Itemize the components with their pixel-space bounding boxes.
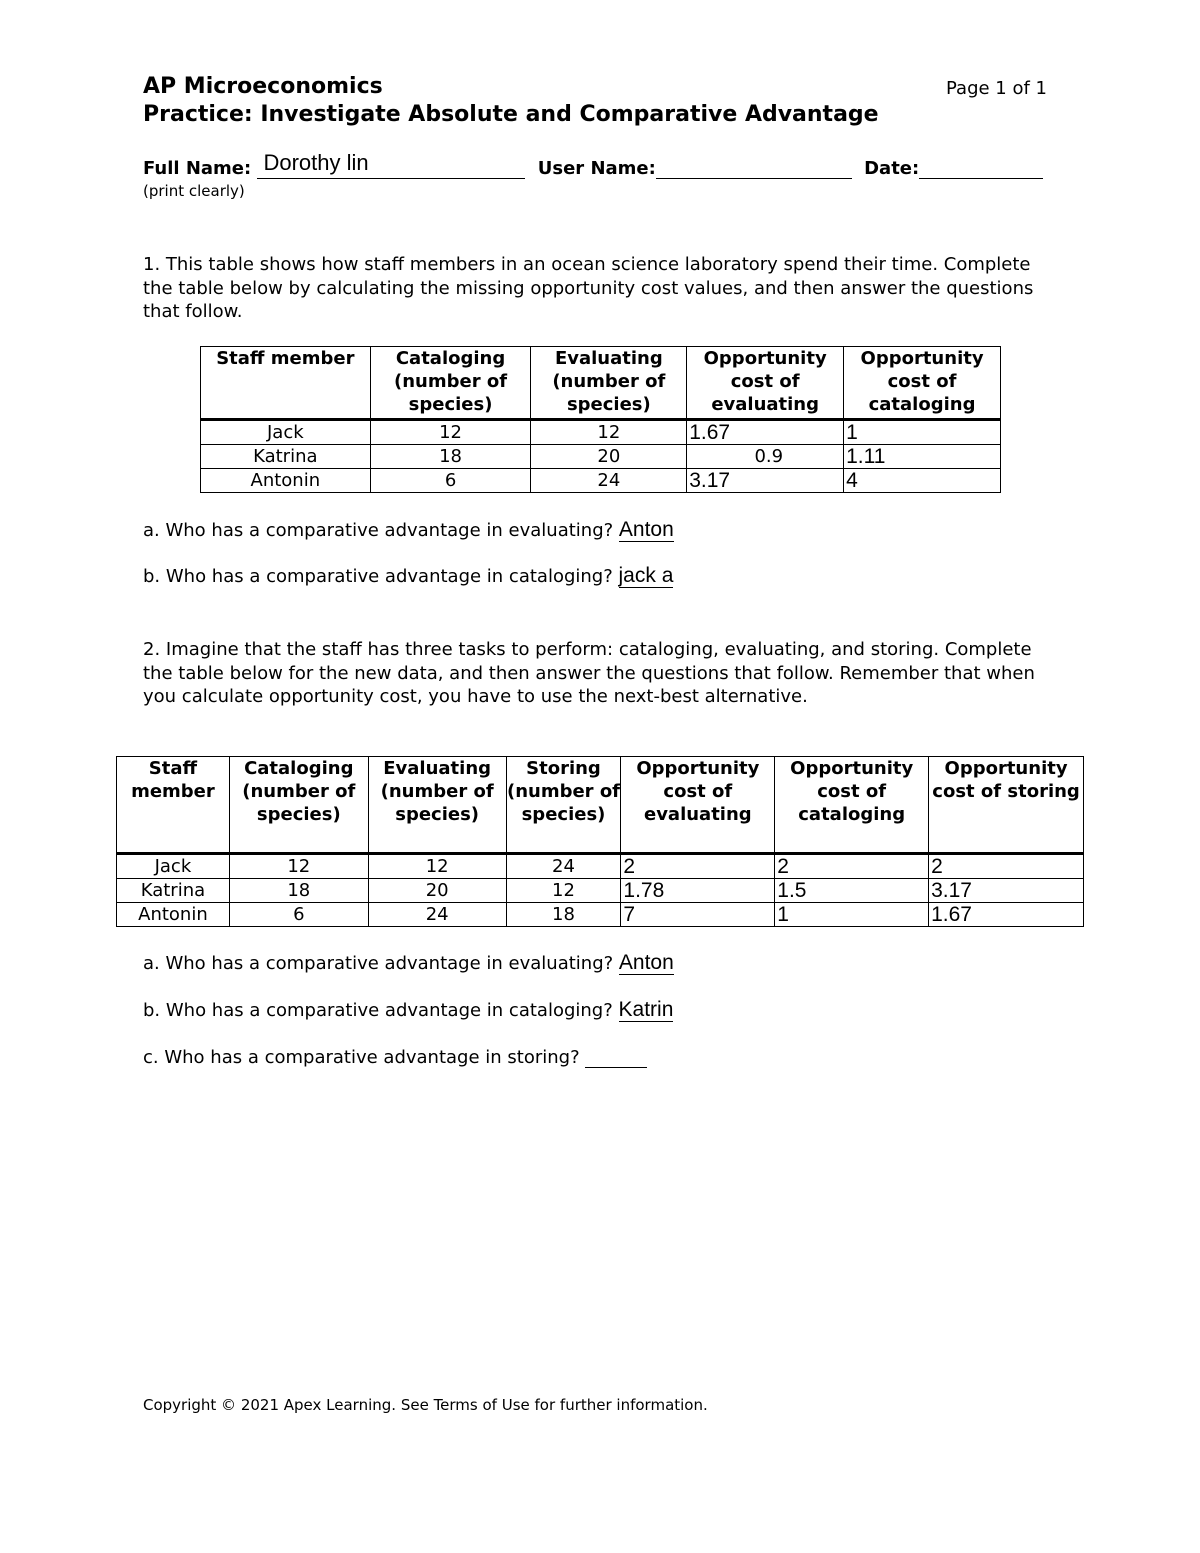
table2-cell: 20 [368, 879, 506, 903]
full-name-label: Full Name: [143, 158, 252, 179]
table-row [117, 879, 1084, 903]
table-row [201, 420, 1001, 445]
table-row [117, 903, 1084, 927]
table2-cell: 12 [506, 879, 621, 903]
table1-cell: Antonin [201, 469, 371, 493]
table1-cell: 18 [370, 445, 531, 469]
question-1b [143, 565, 673, 588]
question-2b-text: b. Who has a comparative advantage in cataloging? [143, 1000, 613, 1021]
question-1b-text: b. Who has a comparative advantage in cataloging? [143, 566, 613, 587]
table1-header-evaluating: Evaluating (number of species) [531, 347, 687, 420]
question-2c-text: c. Who has a comparative advantage in storing? [143, 1047, 580, 1068]
question-1b-answer[interactable]: jack a [618, 564, 674, 587]
table2-cell: 18 [506, 903, 621, 927]
table1-cell: 12 [531, 420, 687, 445]
table1-cell: 24 [531, 469, 687, 493]
table2-answer-cell[interactable]: 2 [621, 854, 775, 879]
table2-header-oc-storing: Opportunity cost of storing [929, 757, 1084, 854]
user-name-label: User Name: [537, 158, 656, 179]
table2-answer-cell[interactable]: 2 [929, 854, 1084, 879]
full-name-value: Dorothy lin [263, 150, 369, 175]
table1-header-oc-cataloging: Opportunity cost of cataloging [844, 347, 1001, 420]
table2-answer-cell[interactable]: 1.78 [621, 879, 775, 903]
table2-header-storing: Storing (number of species) [506, 757, 621, 854]
table1-header-cataloging: Cataloging (number of species) [370, 347, 531, 420]
worksheet-title: Practice: Investigate Absolute and Comparative Advantage [143, 102, 879, 127]
table1-cell: Jack [201, 420, 371, 445]
table1-cell: 20 [531, 445, 687, 469]
question-1a-text: a. Who has a comparative advantage in evaluating? [143, 520, 614, 541]
question-2-table [116, 756, 1084, 927]
table1-header-staff: Staff member [201, 347, 371, 420]
table2-header-cataloging: Cataloging (number of species) [229, 757, 368, 854]
table2-answer-cell[interactable]: 1 [775, 903, 929, 927]
table1-answer-cell[interactable]: 1.67 [687, 420, 844, 445]
question-2a [143, 952, 674, 975]
table2-header-oc-evaluating: Opportunity cost of evaluating [621, 757, 775, 854]
table1-answer-cell[interactable]: 3.17 [687, 469, 844, 493]
table-row [201, 469, 1001, 493]
question-2c [143, 1047, 647, 1068]
table1-cell: 12 [370, 420, 531, 445]
table1-answer-cell[interactable]: 4 [844, 469, 1001, 493]
question-2-intro: 2. Imagine that the staff has three tasks to perform: cataloging, evaluating, and storing. Complete the table below for the new data, and then answer the questions that follow. Remember that when you calculate opportunity cost, you have to use the next-best alternative. [143, 639, 1035, 707]
table2-answer-cell[interactable]: 2 [775, 854, 929, 879]
question-2a-text: a. Who has a comparative advantage in evaluating? [143, 953, 614, 974]
question-1-intro: 1. This table shows how staff members in an ocean science laboratory spend their time. Complete the table below by calculating the missing opportunity cost values, and then answer the questions that follow. [143, 254, 1034, 322]
table2-header-evaluating: Evaluating (number of species) [368, 757, 506, 854]
table2-cell: Jack [117, 854, 230, 879]
print-clearly-note: (print clearly) [143, 182, 245, 200]
question-1a-answer[interactable]: Anton [618, 518, 674, 541]
table2-cell: 24 [506, 854, 621, 879]
table1-answer-cell[interactable]: 1.11 [844, 445, 1001, 469]
name-fields-row [143, 150, 1043, 179]
table1-cell: 6 [370, 469, 531, 493]
table1-answer-cell[interactable]: 1 [844, 420, 1001, 445]
table2-header-staff: Staff member [117, 757, 230, 854]
user-name-field[interactable] [656, 158, 852, 179]
question-2a-answer[interactable]: Anton [618, 951, 674, 974]
table2-cell: Antonin [117, 903, 230, 927]
table2-cell: 12 [229, 854, 368, 879]
table2-header-oc-cataloging: Opportunity cost of cataloging [775, 757, 929, 854]
table2-answer-cell[interactable]: 3.17 [929, 879, 1084, 903]
table2-answer-cell[interactable]: 1.67 [929, 903, 1084, 927]
page-number: Page 1 of 1 [946, 78, 1047, 99]
full-name-field[interactable] [257, 150, 525, 179]
table2-answer-cell[interactable]: 7 [621, 903, 775, 927]
table2-cell: Katrina [117, 879, 230, 903]
question-2b [143, 999, 673, 1022]
date-label: Date: [864, 158, 920, 179]
table-row [201, 445, 1001, 469]
question-1-table [200, 346, 1001, 493]
date-field[interactable] [919, 158, 1043, 179]
question-1a [143, 519, 674, 542]
table2-cell: 12 [368, 854, 506, 879]
table2-cell: 24 [368, 903, 506, 927]
table1-header-oc-evaluating: Opportunity cost of evaluating [687, 347, 844, 420]
question-2c-answer-blank[interactable] [585, 1049, 647, 1068]
question-2b-answer[interactable]: Katrin [618, 998, 674, 1021]
table2-answer-cell[interactable]: 1.5 [775, 879, 929, 903]
table1-given-cell: 0.9 [687, 445, 844, 469]
course-title: AP Microeconomics [143, 74, 383, 99]
copyright-footer: Copyright © 2021 Apex Learning. See Terms of Use for further information. [143, 1396, 708, 1414]
table2-cell: 18 [229, 879, 368, 903]
table2-cell: 6 [229, 903, 368, 927]
table-row [117, 854, 1084, 879]
table1-cell: Katrina [201, 445, 371, 469]
